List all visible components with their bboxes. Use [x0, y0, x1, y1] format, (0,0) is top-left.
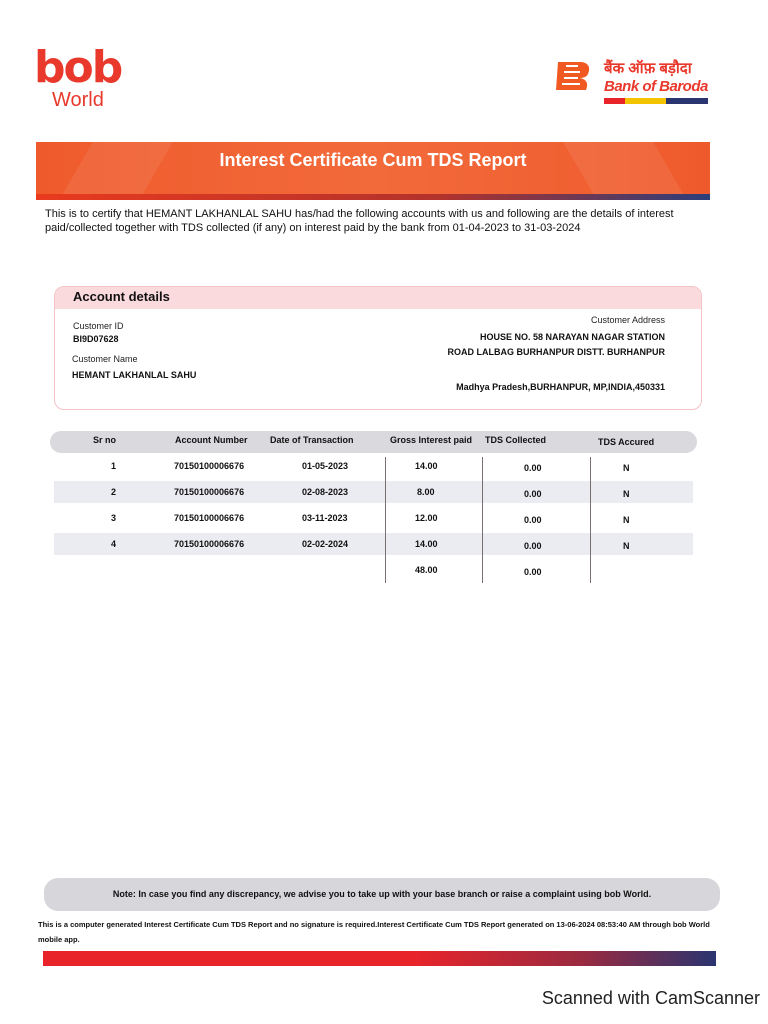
address-line-2: ROAD LALBAG BURHANPUR DISTT. BURHANPUR	[447, 347, 665, 357]
cell-sr-no: 4	[111, 539, 117, 549]
cell-account-number: 70150100006676	[174, 487, 245, 497]
address-line-1: HOUSE NO. 58 NARAYAN NAGAR STATION	[479, 332, 665, 342]
cell-sr-no: 2	[111, 487, 117, 497]
cell-date: 02-02-2024	[302, 539, 349, 549]
cell-tds-collected: 0.00	[524, 541, 542, 551]
report-title: Interest Certificate Cum TDS Report	[219, 150, 527, 170]
customer-name-value: HEMANT LAKHANLAL SAHU	[72, 370, 197, 380]
cell-tds-accured: N	[623, 541, 630, 551]
table-row	[54, 533, 693, 555]
cell-date: 01-05-2023	[302, 461, 349, 471]
cell-tds-accured: N	[623, 489, 630, 499]
world-logo-text: World	[52, 89, 104, 111]
bob-logo-text: bob	[34, 42, 122, 93]
bob-world-logo	[34, 42, 122, 111]
cell-date: 03-11-2023	[302, 513, 348, 523]
header-sr-no: Sr no	[93, 435, 117, 445]
customer-id-value: BI9D07628	[73, 334, 119, 344]
table-row	[54, 455, 693, 477]
column-divider	[385, 457, 386, 583]
column-divider	[482, 457, 483, 583]
account-details-heading: Account details	[55, 287, 701, 309]
cell-gross-interest: 14.00	[415, 539, 438, 549]
cell-tds-accured: N	[623, 515, 630, 525]
footer-color-bar	[43, 951, 716, 966]
header-account-number: Account Number	[175, 435, 248, 445]
total-gross-interest: 48.00	[415, 565, 438, 575]
bank-color-strip	[604, 98, 708, 104]
header-tds-collected: TDS Collected	[485, 435, 547, 445]
cell-account-number: 70150100006676	[174, 461, 245, 471]
header-gross-interest: Gross Interest paid	[390, 435, 473, 445]
cell-gross-interest: 8.00	[417, 487, 435, 497]
cell-tds-accured: N	[623, 463, 630, 473]
table-row	[54, 507, 693, 529]
cell-sr-no: 3	[111, 513, 117, 523]
total-tds-collected: 0.00	[524, 567, 542, 577]
column-divider	[590, 457, 591, 583]
customer-address-label: Customer Address	[590, 315, 665, 325]
cell-gross-interest: 12.00	[415, 513, 438, 523]
bank-of-baroda-logo	[552, 58, 712, 108]
camscanner-watermark: Scanned with CamScanner	[541, 988, 760, 1008]
bank-name-hindi: बैंक ऑफ़ बड़ौदा	[604, 60, 692, 77]
header-date: Date of Transaction	[270, 435, 354, 445]
address-line-3: Madhya Pradesh,BURHANPUR, MP,INDIA,450331	[456, 382, 665, 392]
table-total-row	[54, 559, 693, 581]
title-banner	[36, 142, 710, 200]
cell-gross-interest: 14.00	[415, 461, 438, 471]
customer-id-label: Customer ID	[73, 321, 124, 331]
cell-account-number: 70150100006676	[174, 539, 245, 549]
baroda-sun-icon	[552, 58, 596, 94]
certification-statement: This is to certify that HEMANT LAKHANLAL SAHU has/had the following accounts with us and following are the details of interest paid/collected together with TDS collected (if any) on interest paid by the bank from 01-04-2023 to 31-03-2024	[45, 208, 674, 234]
cell-sr-no: 1	[111, 461, 117, 471]
cell-account-number: 70150100006676	[174, 513, 245, 523]
cell-date: 02-08-2023	[302, 487, 349, 497]
note-text: Note: In case you find any discrepancy, we advise you to take up with your base branch or raise a complaint using bob World.	[112, 889, 652, 899]
cell-tds-collected: 0.00	[524, 489, 542, 499]
table-row	[54, 481, 693, 503]
discrepancy-note	[44, 878, 720, 911]
cell-tds-collected: 0.00	[524, 515, 542, 525]
customer-name-label: Customer Name	[72, 354, 138, 364]
bank-name-english: Bank of Baroda	[604, 78, 708, 95]
computer-generated-footer: This is a computer generated Interest Certificate Cum TDS Report and no signature is required.Interest Certificate Cum TDS Report generated on 13-06-2024 08:53:40 AM through bob World mobile app.	[38, 920, 710, 944]
cell-tds-collected: 0.00	[524, 463, 542, 473]
header-tds-accured: TDS Accured	[598, 437, 655, 447]
table-header	[50, 431, 697, 453]
account-details-card	[54, 286, 702, 410]
